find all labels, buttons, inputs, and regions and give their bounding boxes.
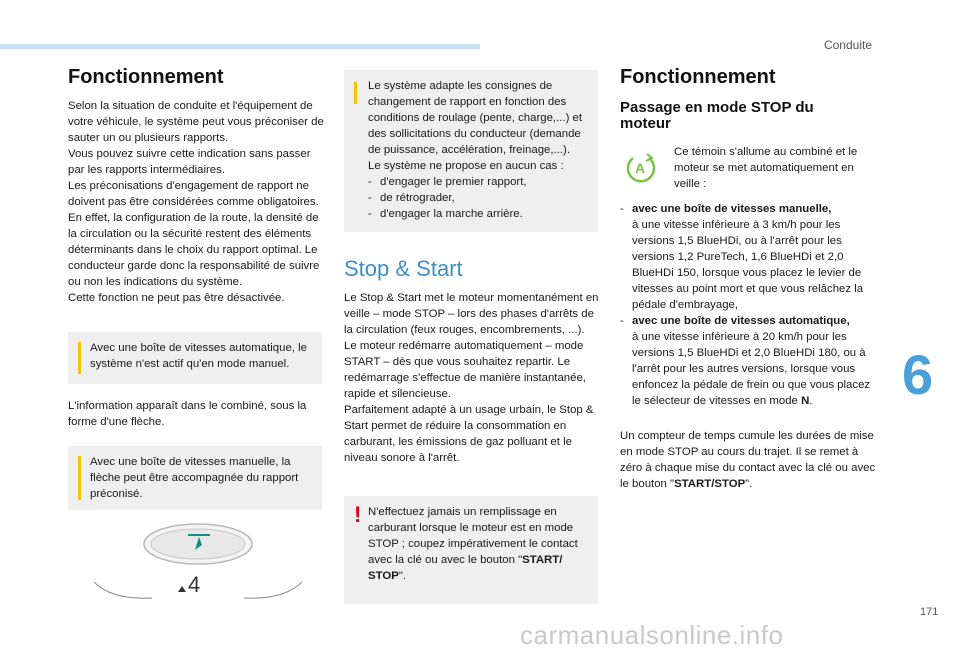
recommended-gear: 4: [188, 572, 201, 597]
note-text: Avec une boîte de vitesses manuelle, la flèche peut être accompagnée du rapport préconisé.: [90, 456, 299, 500]
chapter-number: 6: [902, 343, 934, 406]
warning-icon: !: [354, 502, 362, 527]
warning-box-refuel: [344, 496, 598, 604]
counter-text-end: ".: [745, 478, 753, 490]
list-item-heading: avec une boîte de vitesses manuelle,: [632, 203, 832, 215]
counter-text-bold: START/STOP: [674, 478, 746, 490]
stop-start-paragraph: Parfaitement adapté à un usage urbain, le Stop & Start permet de réduire la consommation en carburant, les émissions de gaz polluant et le niveau sonore à l'arrêt.: [344, 404, 594, 464]
col1-paragraph: Les préconisations d'engagement de rapport ne doivent pas être considérées comme obligatoires. En effet, la configuration de la route, la densité de la circulation ou la sécurité restent des éléments déterminants dans le choix du rapport optimal. Le conducteur garde donc la responsabilité de suivre ou non les indications du système.: [68, 180, 320, 288]
stop-start-title: Stop & Start: [344, 256, 463, 281]
col1-text: [68, 98, 324, 306]
list-item-tail: .: [809, 395, 813, 407]
stop-mode-indicator-icon: [624, 152, 658, 184]
indicator-letter: A: [635, 160, 646, 176]
list-item-text: à une vitesse inférieure à 3 km/h pour les versions 1,5 BlueHDi, ou à l'arrêt pour les versions 1,2 PureTech, 1,6 BlueHDi et 2,0 BlueHDi 150, lorsque vous placez le levier de vitesses au point mort et que vous relâchez la pédale d'embrayage,: [632, 219, 864, 311]
watermark: carmanualsonline.info: [520, 620, 784, 650]
gear-shift-indicator-illustration: [92, 520, 304, 602]
note-line: Le système ne propose en aucun cas :: [368, 160, 564, 172]
list-item-text: de rétrograder,: [380, 192, 455, 204]
warning-text-bold: START/ STOP: [368, 554, 563, 582]
col1-paragraph: Vous pouvez suivre cette indication sans passer par les rapports intermédiaires.: [68, 148, 311, 176]
page-number: 171: [920, 606, 939, 618]
list-item: - d'engager la marche arrière.: [368, 208, 523, 220]
list-item: - avec une boîte de vitesses automatique, à une vitesse inférieure à 20 km/h pour les versions 1,5 BlueHDi et 2,0 BlueHDi 180, ou à l'arrêt pour les autres versions, lorsque vous enfoncez la pédale de frein ou que vous placez le sélecteur de vitesses en mode N.: [620, 313, 876, 409]
stop-conditions-list: [620, 201, 876, 409]
note-box-conditions: [344, 70, 598, 232]
note-content: [368, 78, 594, 222]
list-item: - de rétrograder,: [368, 192, 455, 204]
section-label: Conduite: [823, 38, 872, 52]
list-item: - avec une boîte de vitesses manuelle, à une vitesse inférieure à 3 km/h pour les versions 1,5 BlueHDi, ou à l'arrêt pour les versions 1,2 PureTech, 1,6 BlueHDi et 2,0 BlueHDi 150, lorsque vous placez le levier de vitesses au point mort et que vous relâchez la pédale d'embrayage,: [620, 201, 876, 313]
warning-text: [368, 504, 592, 584]
list-item-heading: avec une boîte de vitesses automatique,: [632, 315, 850, 327]
note-marker: [78, 342, 81, 374]
col1-title: Fonctionnement: [68, 66, 224, 88]
col3-title: Fonctionnement: [620, 66, 776, 88]
list-item-text: d'engager le premier rapport,: [380, 176, 527, 188]
col1-paragraph: Selon la situation de conduite et l'équipement de votre véhicule, le système peut vous préconiser de sauter un ou plusieurs rapports.: [68, 100, 324, 144]
col1-paragraph: Cette fonction ne peut pas être désactivée.: [68, 292, 285, 304]
col1-info-paragraph: L'information apparaît dans le combiné, sous la forme d'une flèche.: [68, 400, 307, 428]
note-box-manual: [68, 446, 322, 510]
counter-text: Un compteur de temps cumule les durées de mise en mode STOP au cours du trajet. Il se remet à zéro à chaque mise du contact avec la clé ou avec le bouton ": [620, 430, 876, 490]
list-item-text: à une vitesse inférieure à 20 km/h pour les versions 1,5 BlueHDi et 2,0 BlueHDi 180, ou à l'arrêt pour les autres versions, lorsque vous enfoncez la pédale de frein ou que vous placez le sélecteur de vitesses en mode: [632, 331, 871, 407]
list-item-content: [632, 201, 876, 313]
stop-start-paragraph: Le Stop & Start met le moteur momentanément en veille – mode STOP – lors des phases d'arrêts de la circulation (feux rouges, encombrements, ...). Le moteur redémarre automatiquement – mode START – dès que vous souhaitez repartir. Le redémarrage s'effectue de manière instantanée, rapide et silencieuse.: [344, 292, 599, 400]
counter-paragraph: [620, 428, 876, 492]
note-box-automatic: [68, 332, 322, 384]
warning-text-end: ".: [398, 570, 407, 582]
note-text: Avec une boîte de vitesses automatique, le système n'est actif qu'en mode manuel.: [90, 342, 307, 370]
col3-subtitle: Passage en mode STOP du moteur: [620, 99, 814, 132]
list-item: - d'engager le premier rapport,: [368, 176, 527, 188]
list-item-content: [632, 313, 876, 409]
list-item-bold-tail: N: [801, 395, 810, 407]
stop-start-text: [344, 290, 600, 466]
warning-text-main: N'effectuez jamais un remplissage en carburant lorsque le moteur est en mode STOP ; coupez impérativement le contact avec la clé ou avec le bouton ": [368, 506, 578, 566]
indicator-description: Ce témoin s'allume au combiné et le moteur se met automatiquement en veille :: [674, 146, 858, 190]
note-marker: [354, 82, 357, 104]
note-line: Le système adapte les consignes de changement de rapport en fonction des conditions de roulage (pente, charge,...) et des sollicitations du conducteur (demande de puissance, accélération, freinage,...).: [368, 80, 583, 156]
note-marker: [78, 456, 81, 500]
list-item-text: d'engager la marche arrière.: [380, 208, 523, 220]
header-accent-bar: [0, 44, 480, 49]
